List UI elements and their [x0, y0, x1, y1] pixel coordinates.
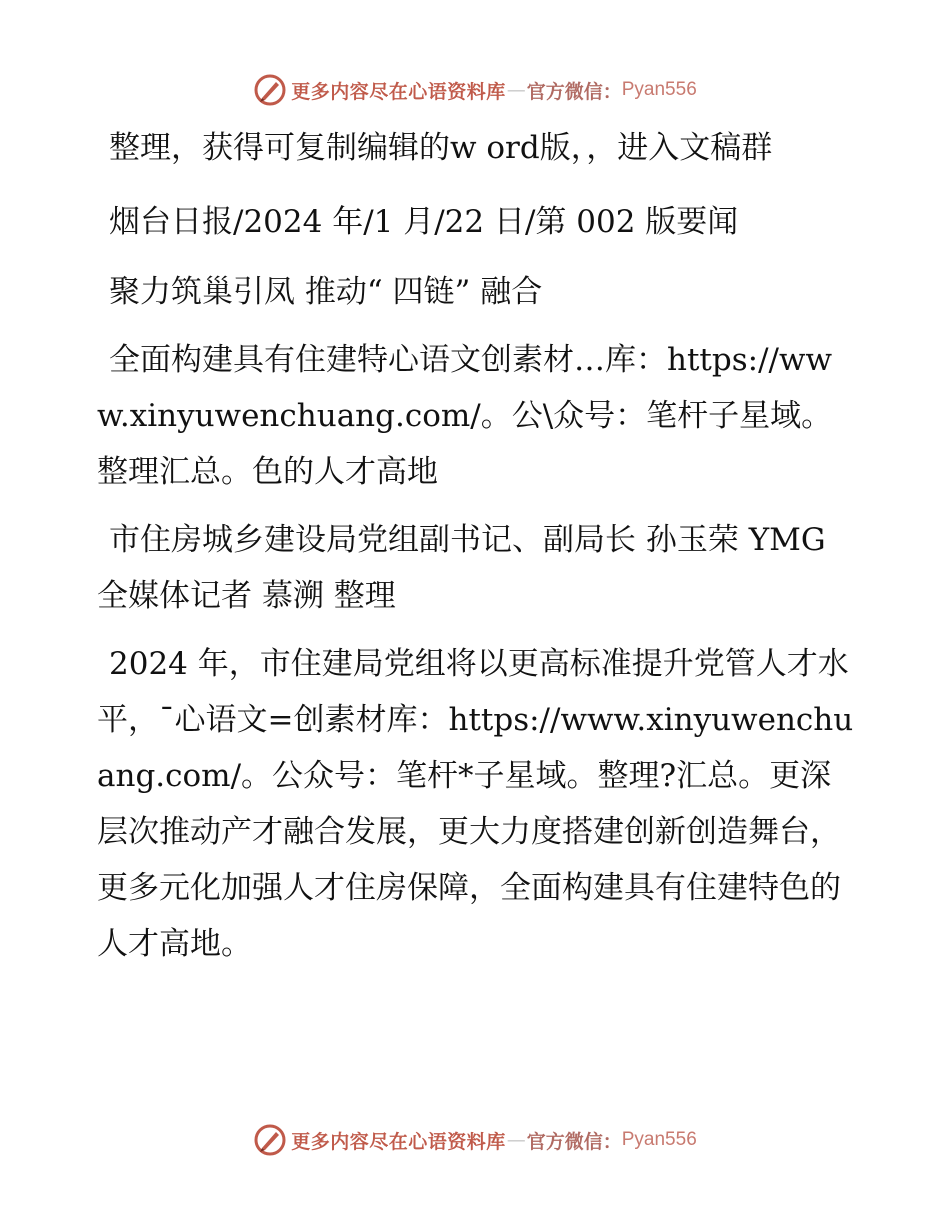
- footer-banner-dash: —: [506, 1129, 526, 1151]
- paragraph-headline: 聚力筑巢引凤 推动“ 四链” 融合: [109, 274, 543, 310]
- footer-banner: [0, 1120, 950, 1160]
- footer-wechat-id: Pyan556: [621, 1129, 697, 1150]
- footer-banner-text: 更多内容尽在心语资料库: [291, 1130, 506, 1153]
- pen-logo-icon: [253, 73, 287, 107]
- paragraph-intro: 整理，获得可复制编辑的w ord版，，进入文稿群: [109, 130, 773, 166]
- paragraph-subheadline: 全面构建具有住建特心语文创素材…库：https://www.xinyuwenchuang.com/。公\众号：笔杆子星域。整理汇总。色的人才高地: [97, 342, 833, 490]
- document-body: [97, 120, 857, 984]
- header-banner: [0, 70, 950, 110]
- paragraph-source: 烟台日报/2024 年/1 月/22 日/第 002 版要闻: [109, 204, 739, 240]
- pen-logo-icon: [253, 1123, 287, 1157]
- header-banner-dash: —: [506, 79, 526, 101]
- header-wechat-label: 官方微信：: [526, 80, 622, 103]
- header-wechat-id: Pyan556: [621, 79, 697, 100]
- paragraph-byline: 市住房城乡建设局党组副书记、副局长 孙玉荣 YMG 全媒体记者 慕溯 整理: [97, 522, 826, 614]
- header-banner-text: 更多内容尽在心语资料库: [291, 80, 506, 103]
- paragraph-body: 2024 年，市住建局党组将以更高标准提升党管人才水平，¯心语文=创素材库：https://www.xinyuwenchuang.com/。公众号：笔杆*子星域。整理?汇总。更深层次推动产才融合发展，更大力度搭建创新创造舞台，更多元化加强人才住房保障，全面构建具有住建特色的人才高地。: [97, 646, 854, 962]
- footer-wechat-label: 官方微信：: [526, 1130, 622, 1153]
